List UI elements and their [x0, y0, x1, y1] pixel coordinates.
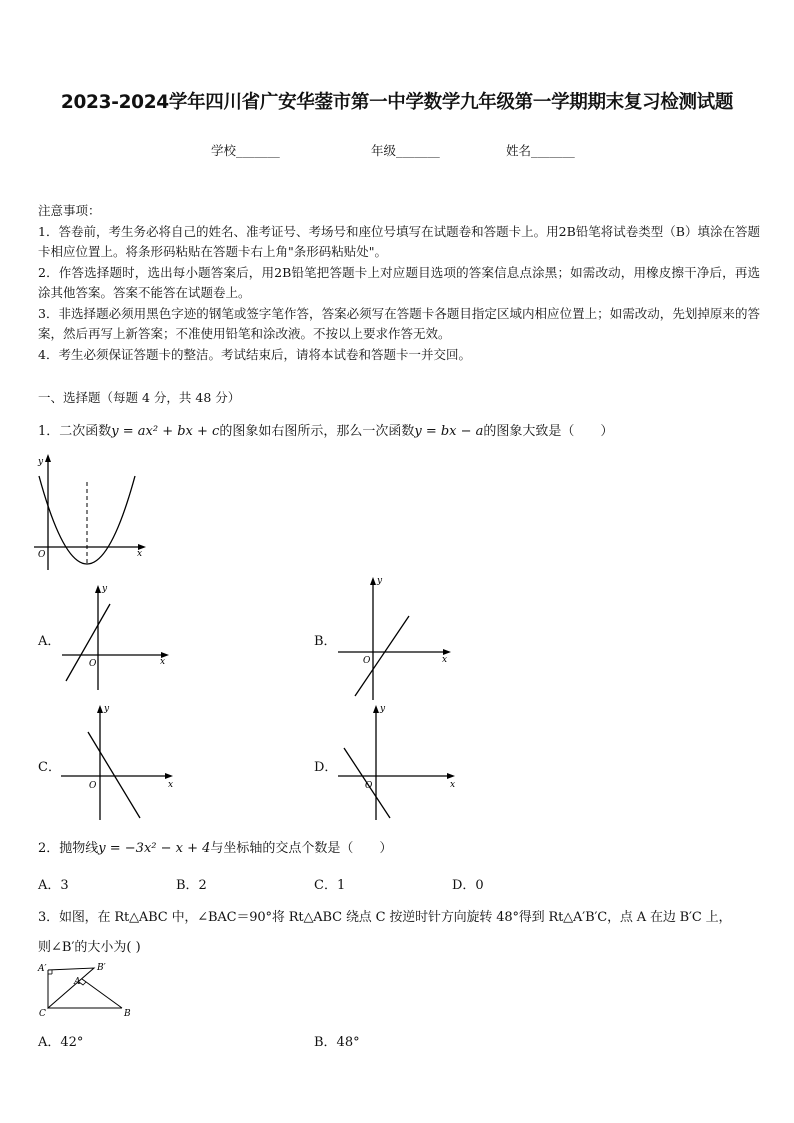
q1-prefix: 1．二次函数: [38, 424, 112, 439]
question-1: [38, 420, 613, 439]
page-title: 2023-2024学年四川省广安华蓥市第一中学数学九年级第一学期期末复习检测试题: [60, 92, 734, 113]
svg-text:x: x: [442, 655, 448, 665]
q1-function-linear: y = bx − a: [414, 424, 484, 439]
q2-prefix: 2．抛物线: [38, 841, 99, 856]
svg-text:x: x: [168, 780, 174, 790]
q1-option-c-graph[interactable]: [58, 702, 183, 822]
line-graph: [66, 604, 110, 681]
q2-option-b[interactable]: B．2: [176, 878, 207, 893]
grade-field: 年级_______: [371, 143, 440, 158]
q1-suffix: 的图象大致是（ ）: [483, 424, 614, 439]
label-b-prime: B′: [97, 963, 106, 973]
svg-text:O: O: [89, 781, 97, 791]
notice-item: 3．非选择题必须用黑色字迹的钢笔或签字笔作答，答案必须写在答题卡各题目指定区域内相应位置上；如需改动，先划掉原来的答案，然后再写上新答案；不准使用铅笔和涂改液。不按以上要求作答无效。: [38, 305, 760, 341]
y-axis-arrow: [45, 454, 51, 462]
section-heading: 一、选择题（每题 4 分，共 48 分）: [38, 390, 241, 405]
y-label: y: [38, 457, 44, 467]
q1-option-a-graph[interactable]: [60, 582, 175, 692]
notice-item: 1．答卷前，考生务必将自己的姓名、准考证号、考场号和座位号填写在试题卷和答题卡上。用2B铅笔将试卷类型（B）填涂在答题卡相应位置上。将条形码粘贴在答题卡右上角"条形码粘贴处"。: [38, 223, 760, 259]
svg-text:y: y: [380, 704, 386, 714]
origin-label: O: [38, 550, 46, 560]
notice-block: [38, 201, 760, 365]
label-c: C: [39, 1009, 46, 1019]
notice-item: 2．作答选择题时，选出每小题答案后，用2B铅笔把答题卡上对应题目选项的答案信息点涂黑；如需改动，用橡皮擦干净后，再选涂其他答案。答案不能答在试题卷上。: [38, 264, 760, 300]
svg-text:x: x: [450, 780, 456, 790]
q2-option-c[interactable]: C．1: [314, 878, 346, 893]
q3-option-a[interactable]: A．42°: [38, 1035, 84, 1050]
segment-ab: [82, 979, 122, 1008]
svg-text:y: y: [104, 704, 110, 714]
q1-option-a-label: A．: [38, 634, 61, 649]
q2-suffix: 与坐标轴的交点个数是（ ）: [210, 841, 393, 856]
notice-heading: 注意事项：: [38, 203, 101, 218]
svg-text:O: O: [363, 656, 371, 666]
line-graph: [88, 732, 140, 818]
school-field: 学校_______: [211, 143, 280, 158]
q1-option-b-graph[interactable]: [334, 574, 459, 702]
svg-text:x: x: [160, 657, 166, 667]
question-3-line-2: 则∠B′的大小为( ): [38, 940, 141, 955]
q1-function-quadratic: y = ax² + bx + c: [111, 424, 220, 439]
q3-triangle-figure: [36, 958, 136, 1022]
label-b: B: [124, 1009, 131, 1019]
q1-option-c-label: C．: [38, 760, 61, 775]
x-label: x: [137, 549, 143, 559]
q1-option-b-label: B．: [314, 634, 337, 649]
q1-option-d-graph[interactable]: [334, 702, 462, 822]
q2-option-a[interactable]: A．3: [38, 878, 69, 893]
svg-text:y: y: [102, 584, 108, 594]
q1-parabola-figure: [30, 452, 160, 574]
question-2: [38, 837, 392, 856]
label-a: A: [74, 977, 81, 987]
svg-text:y: y: [377, 576, 383, 586]
question-3-line-1: 3．如图，在 Rt△ABC 中，∠BAC＝90°将 Rt△ABC 绕点 C 按逆时针方向旋转 48°得到 Rt△A′B′C，点 A 在边 B′C 上，: [38, 910, 732, 925]
q1-mid: 的图象如右图所示，那么一次函数: [219, 424, 415, 439]
svg-text:O: O: [89, 659, 97, 669]
svg-text:O: O: [365, 781, 373, 791]
q3-option-b[interactable]: B．48°: [314, 1035, 360, 1050]
notice-item: 4．考生必须保证答题卡的整洁。考试结束后，请将本试卷和答题卡一并交回。: [38, 346, 471, 362]
q2-function: y = −3x² − x + 4: [98, 841, 211, 856]
q2-option-d[interactable]: D．0: [452, 878, 484, 893]
label-a-prime: A′: [38, 964, 47, 974]
name-field: 姓名_______: [506, 143, 575, 158]
q1-option-d-label: D．: [314, 760, 338, 775]
triangle-a-prime-b-prime-c: [48, 968, 94, 1008]
